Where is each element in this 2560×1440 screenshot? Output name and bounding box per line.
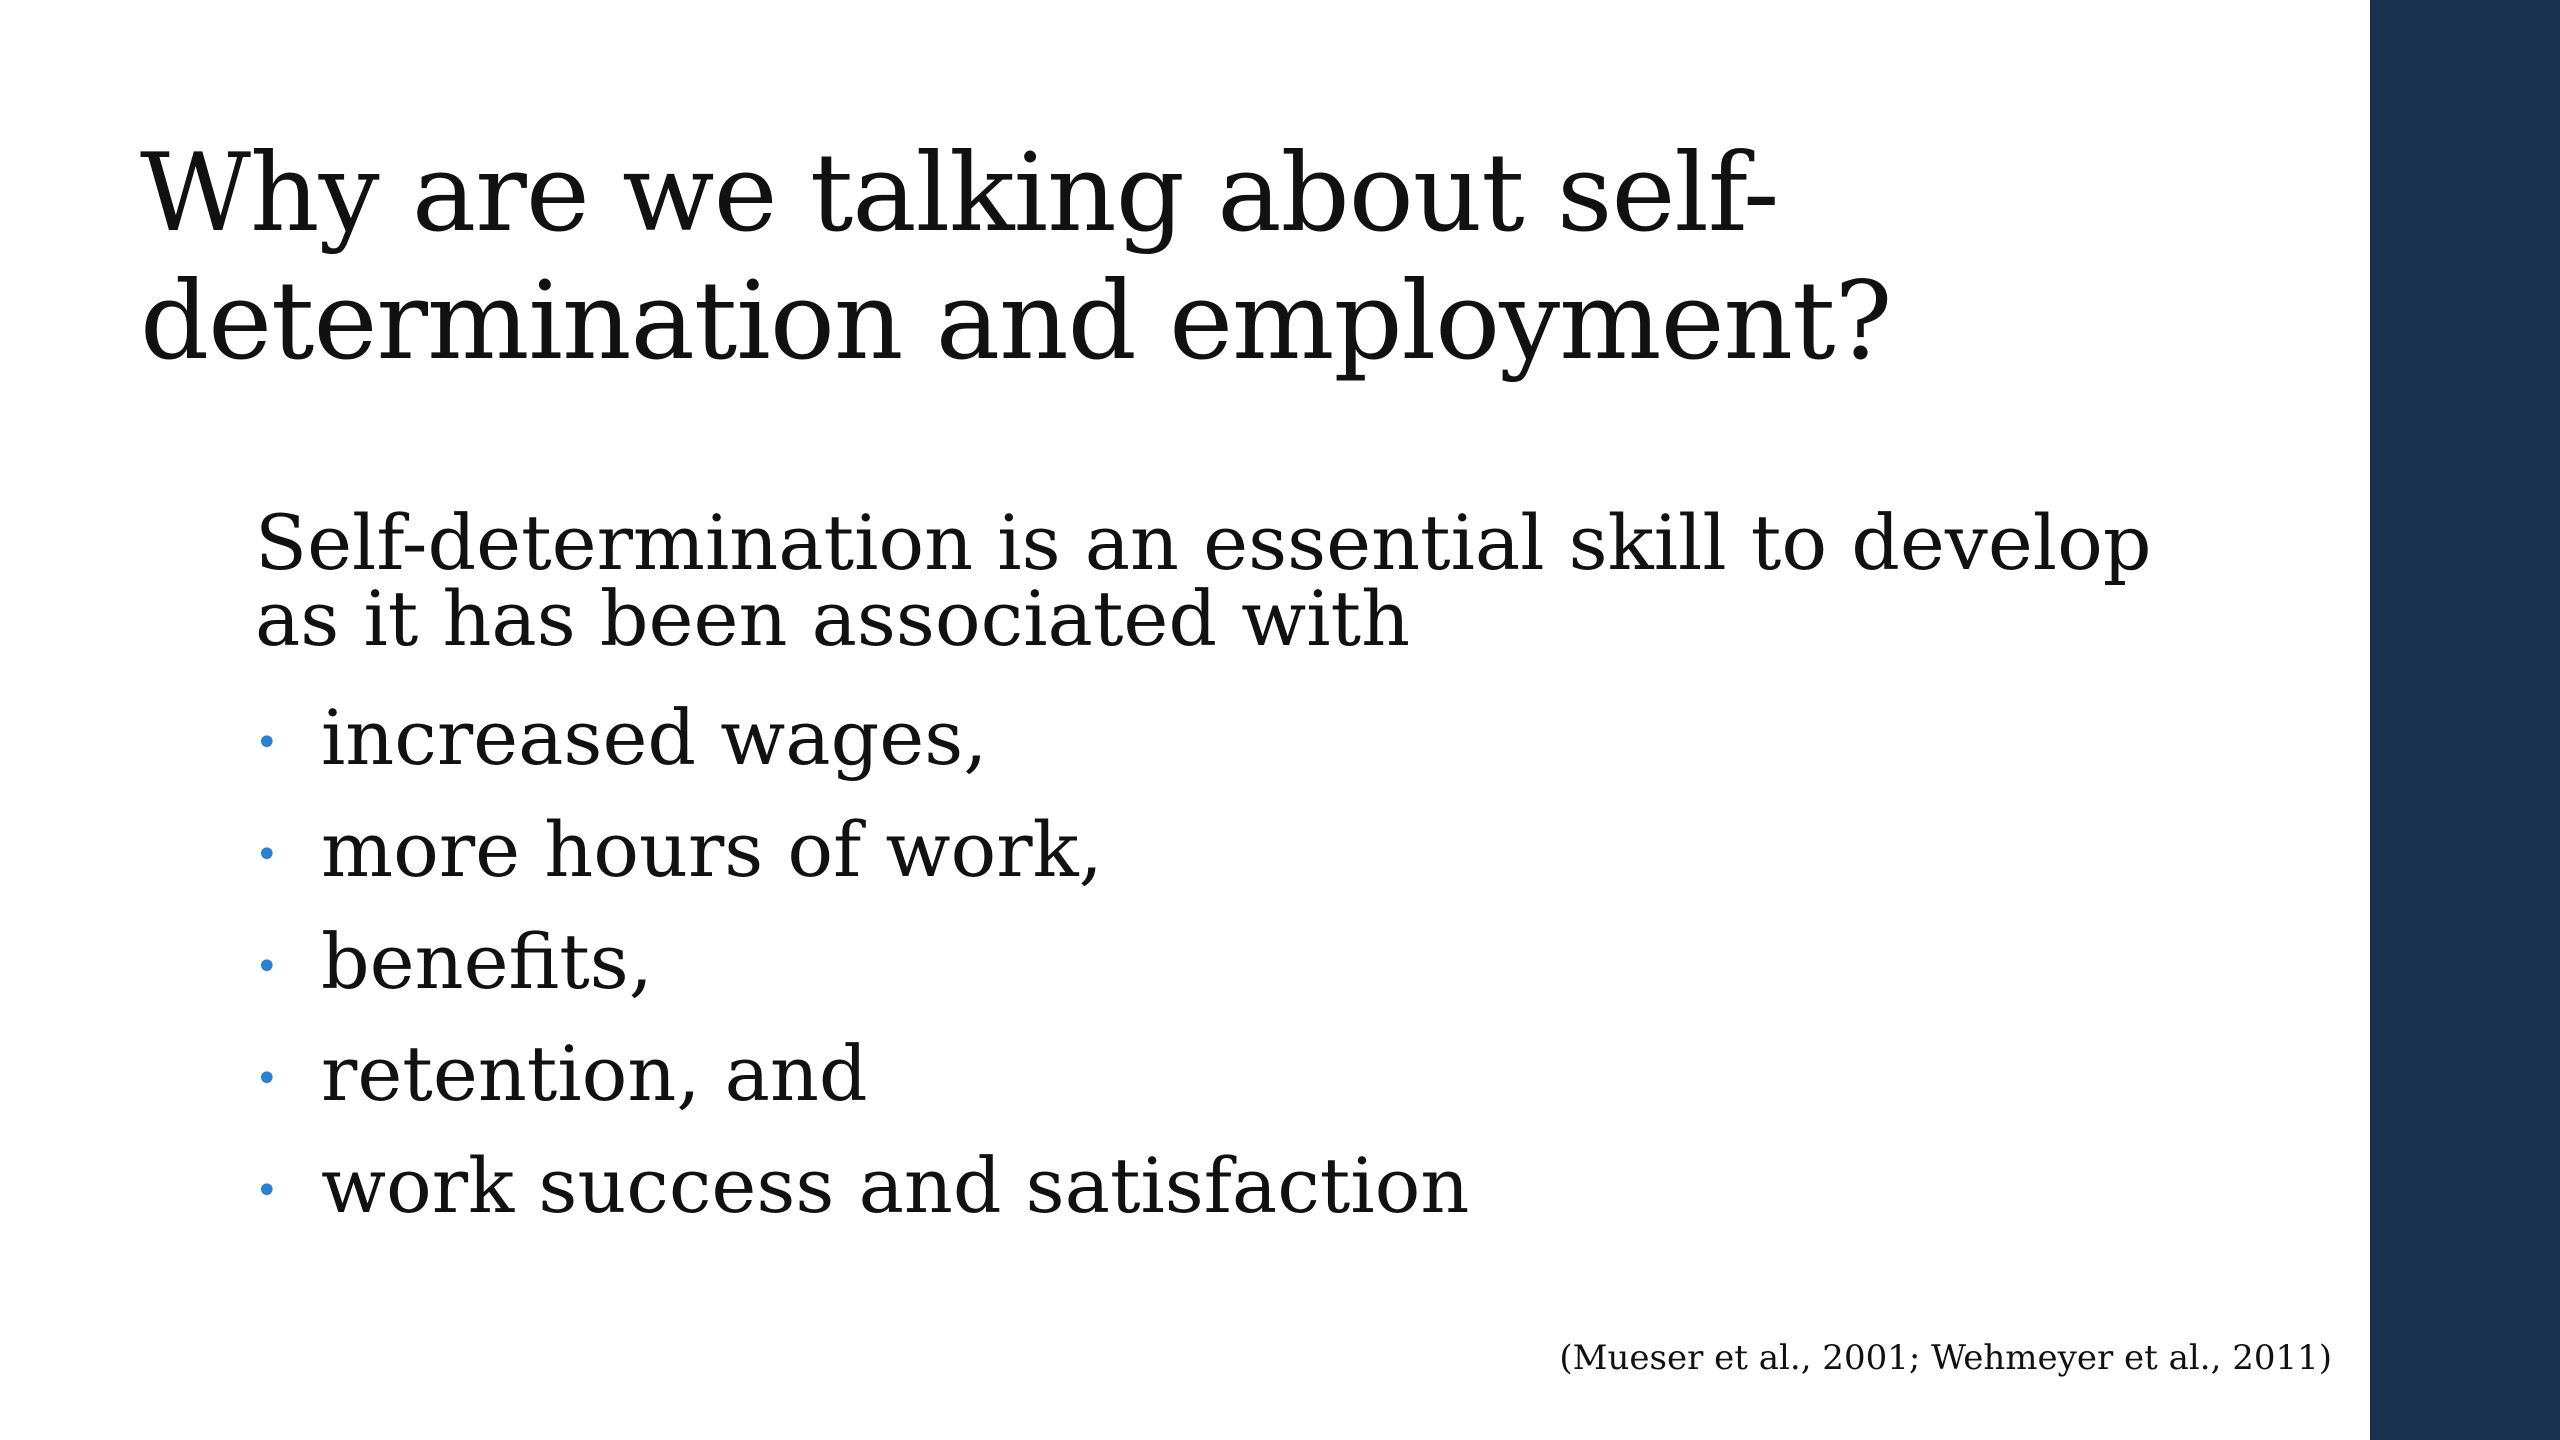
bullet-list xyxy=(255,682,1469,1242)
list-item xyxy=(255,794,1469,906)
list-item xyxy=(255,1130,1469,1242)
bullet-text: work success and satisfaction xyxy=(321,1141,1470,1230)
intro-text: Self-determination is an essential skill to develop as it has been associated with xyxy=(255,498,2152,663)
citation: (Mueser et al., 2001; Wehmeyer et al., 2011) xyxy=(1559,1338,2332,1378)
bullet-text: more hours of work, xyxy=(321,805,1103,894)
bullet-text: benefits, xyxy=(321,917,653,1006)
bullet-icon: • xyxy=(255,720,279,766)
bullet-icon: • xyxy=(255,832,279,878)
list-item xyxy=(255,1018,1469,1130)
decorative-side-bar xyxy=(2370,0,2560,1440)
bullet-icon: • xyxy=(255,944,279,990)
bullet-icon: • xyxy=(255,1056,279,1102)
bullet-icon: • xyxy=(255,1168,279,1214)
slide-title: Why are we talking about self-determination and employment? xyxy=(140,131,1892,384)
bullet-text: increased wages, xyxy=(321,693,988,782)
list-item xyxy=(255,682,1469,794)
list-item xyxy=(255,906,1469,1018)
bullet-text: retention, and xyxy=(321,1029,868,1118)
